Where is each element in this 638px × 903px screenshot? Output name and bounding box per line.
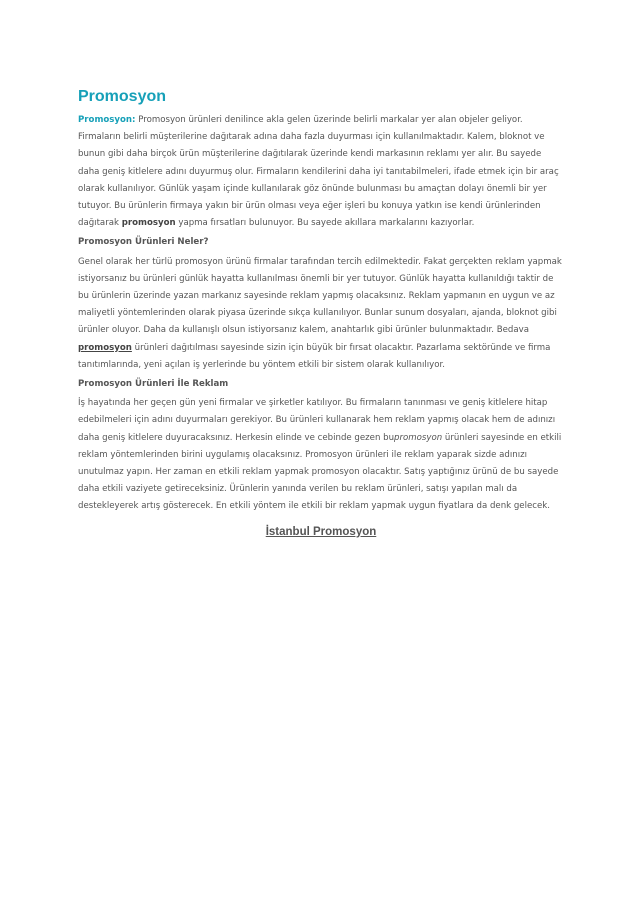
section-heading-products: Promosyon Ürünleri Neler?: [78, 237, 209, 248]
section-advertising-paragraph: [78, 395, 564, 515]
istanbul-promosyon-link[interactable]: İstanbul Promosyon: [265, 525, 377, 538]
section-products-text-2: ürünleri dağıtılması sayesinde sizin için büyük bir fırsat olacaktır. Pazarlama sektöründe ve firma tanıtımlarında, yeni açılan iş yerlerinde bu yöntem etkili bir sistem olarak kullanılıyor.: [78, 342, 551, 370]
intro-text-2: yapma fırsatları bulunuyor. Bu sayede akıllara markalarını kazıyorlar.: [175, 218, 475, 229]
intro-keyword: promosyon: [121, 218, 176, 229]
section-products-text-1: Genel olarak her türlü promosyon ürünü firmalar tarafından tercih edilmektedir. Fakat gerçekten reklam yapmak istiyorsanız bu ürünleri günlük hayatta kullanılması önemli bir yer tutuyor. Günlük hayatta kullanıldığı taktir de bu ürünlerin üzerinde yazan markanız sayesinde reklam yapmış olacaksınız. Reklam yapmanın en uygun ve az maliyetli yöntemlerinden olarak piyasa üzerinde sıkça kullanılıyor. Bunlar sunum dosyaları, ajanda, bloknot gibi ürünler oluyor. Daha da kullanışlı olsun istiyorsanız kalem, anahtarlık gibi ürünler bulunmaktadır. Bedava: [78, 256, 562, 336]
section-advertising-italic: promosyon: [394, 432, 443, 443]
section-heading-advertising: Promosyon Ürünleri İle Reklam: [78, 379, 229, 390]
page-title: Promosyon: [78, 88, 167, 105]
section-products-paragraph: [78, 254, 564, 374]
intro-paragraph: [78, 112, 564, 232]
document-page: [78, 86, 564, 538]
promosyon-link[interactable]: promosyon: [78, 342, 132, 353]
intro-lead: Promosyon:: [78, 115, 136, 125]
section-advertising-text-1: İş hayatında her geçen gün yeni firmalar ve şirketler katılıyor. Bu firmaların tanınması ve geniş kitlelere hitap edebilmeleri için adını duyurmaları gerekiyor. Bu ürünleri kullanarak hem reklam yapmış olacak hem de adınızı daha geniş kitlelere duyuracaksınız. Herkesin elinde ve cebinde gezen bu: [78, 398, 556, 443]
section-advertising-text-2: ürünleri sayesinde en etkili reklam yöntemlerinden birini uygulamış olacaksınız. Promosyon ürünleri ile reklam yaparak sizde adınızı unutulmaz yapın. Her zaman en etkili reklam yapmak promosyon olacaktır. Satış yaptığınız ürünü de bu sayede daha etkili vaziyete getireceksiniz. Ürünlerin yanında verilen bu reklam ürünleri, satışı yapılan malı da destekleyerek artış gösterecek. En etkili yöntem ile etkili bir reklam yapmak uygun fiyatlara da denk gelecek.: [78, 432, 562, 512]
intro-text-1: Promosyon ürünleri denilince akla gelen üzerinde belirli markalar yer alan objeler geliyor. Firmaların belirli müşterilerine dağıtarak adına daha fazla duyurması için kullanılmaktadır. Kalem, bloknot ve bunun gibi daha birçok ürün müşterilerine dağıtılarak üzerinde kendi markasının reklamı yer alır. Bu sayede daha geniş kitlelere adını duyurmuş olur. Firmaların kendilerini daha iyi tanıtabilmeleri, ifade etmek için bir araç olarak kullanılıyor. Günlük yaşam içinde kullanılarak göz önünde bulunması bu amaçtan dolayı önemli bir yer tutuyor. Bu ürünlerin firmaya yakın bir ürün olması veya eğer işleri bu konuya yatkın ise kendi ürünlerinden dağıtarak: [78, 115, 559, 229]
